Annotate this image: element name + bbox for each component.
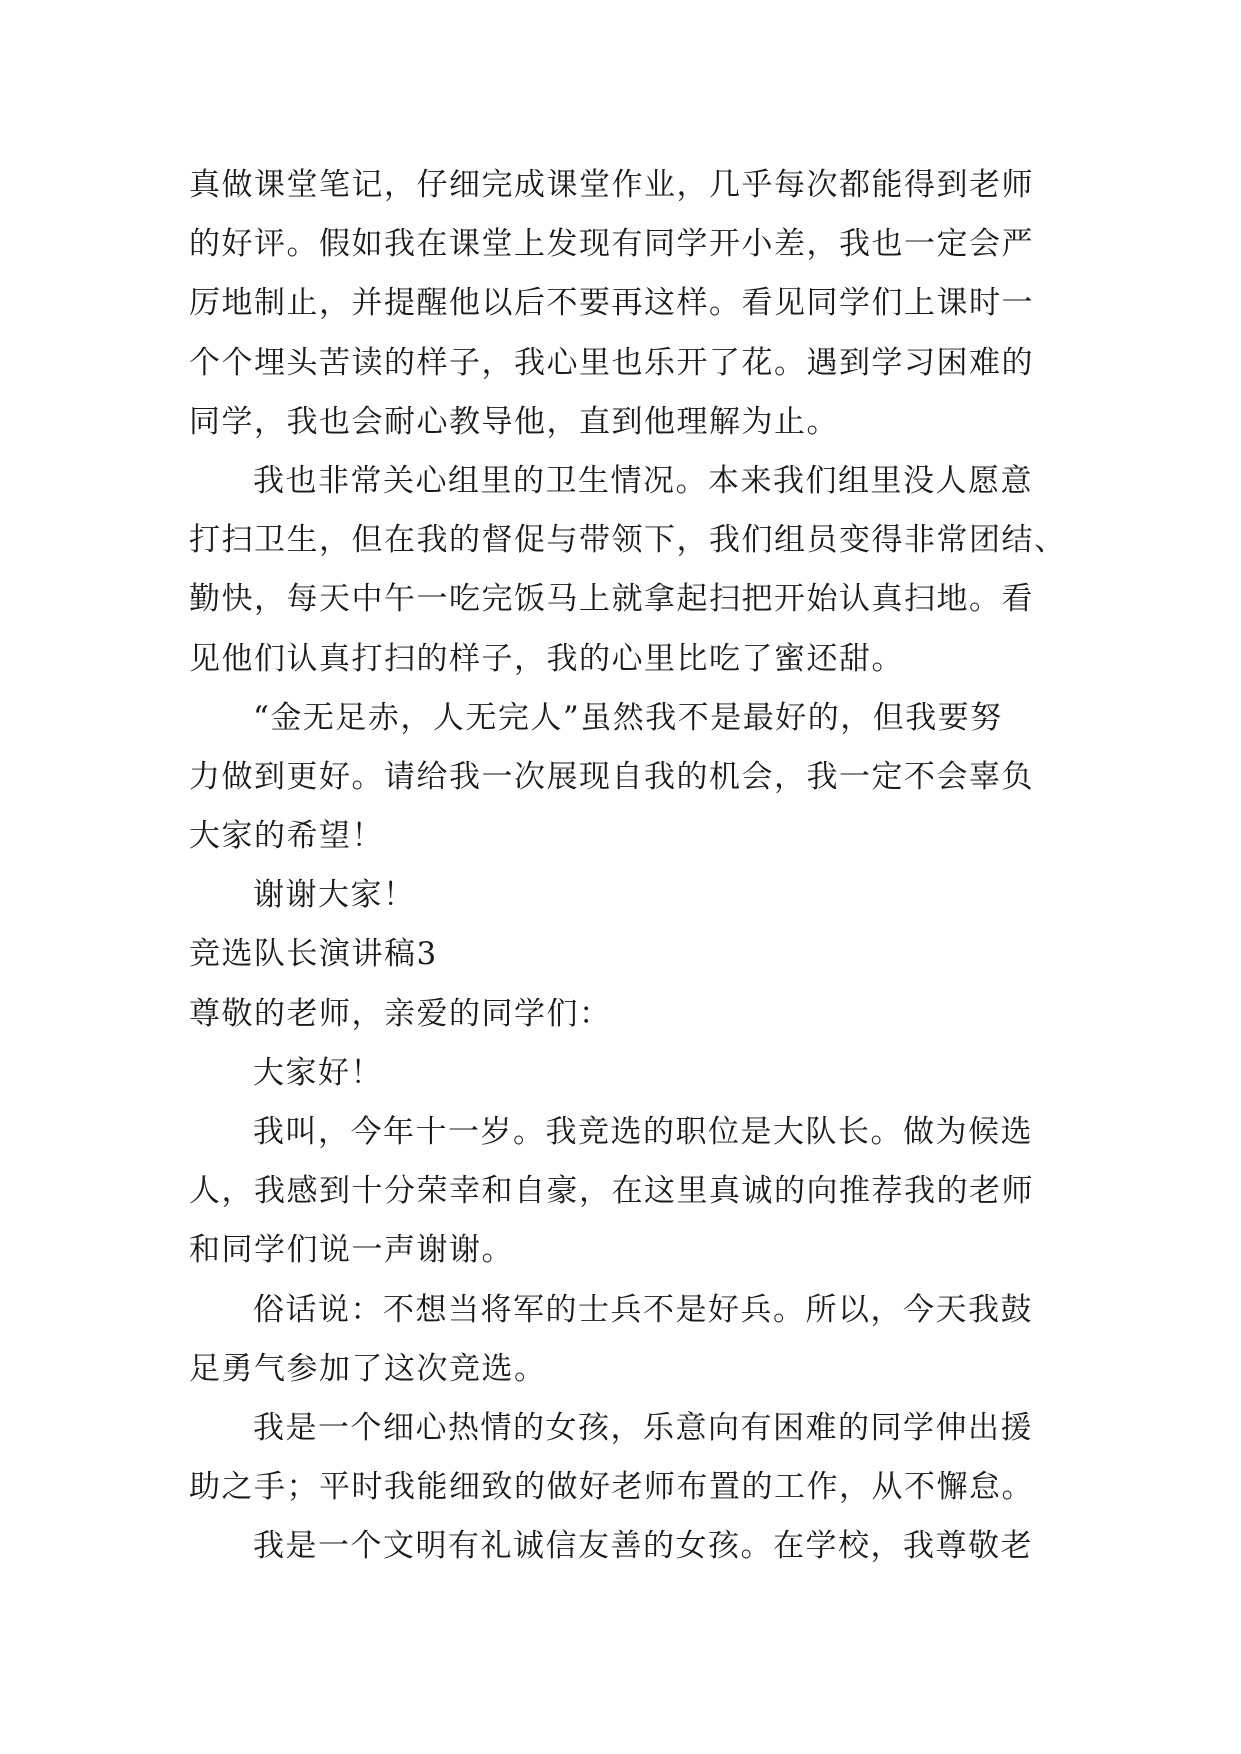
text-line: 人，我感到十分荣幸和自豪，在这里真诚的向推荐我的老师 <box>189 1173 1034 1210</box>
text-line: 和同学们说一声谢谢。 <box>189 1232 514 1269</box>
section-title: 竞选队长演讲稿3 <box>189 936 438 973</box>
text-line: 俗话说：不想当将军的士兵不是好兵。所以，今天我鼓 <box>253 1291 1033 1328</box>
text-line: 个个埋头苦读的样子，我心里也乐开了花。遇到学习困难的 <box>189 344 1034 381</box>
text-line: 厉地制止，并提醒他以后不要再这样。看见同学们上课时一 <box>189 285 1034 322</box>
text-line: 谢谢大家！ <box>253 877 416 914</box>
document-body <box>189 156 1067 1577</box>
text-line: “金无足赤，人无完人”虽然我不是最好的，但我要努 <box>253 699 1003 736</box>
text-line: 我叫，今年十一岁。我竞选的职位是大队长。做为候选 <box>253 1114 1033 1150</box>
salutation: 尊敬的老师，亲爱的同学们： <box>189 995 612 1032</box>
text-line: 真做课堂笔记，仔细完成课堂作业，几乎每次都能得到老师 <box>189 167 1034 203</box>
text-line: 我是一个文明有礼诚信友善的女孩。在学校，我尊敬老 <box>253 1528 1033 1565</box>
text-line: 力做到更好。请给我一次展现自我的机会，我一定不会辜负 <box>189 758 1034 795</box>
text-line: 的好评。假如我在课堂上发现有同学开小差，我也一定会严 <box>189 226 1034 263</box>
text-line: 大家的希望！ <box>189 818 384 855</box>
text-line: 打扫卫生，但在我的督促与带领下，我们组员变得非常团结、 <box>189 522 1067 559</box>
text-line: 助之手；平时我能细致的做好老师布置的工作，从不懈怠。 <box>189 1469 1034 1506</box>
text-line: 见他们认真打扫的样子，我的心里比吃了蜜还甜。 <box>189 640 904 677</box>
greeting: 大家好！ <box>253 1054 383 1091</box>
text-line: 勤快，每天中午一吃完饭马上就拿起扫把开始认真扫地。看 <box>189 581 1034 618</box>
text-line: 同学，我也会耐心教导他，直到他理解为止。 <box>189 403 839 440</box>
text-line: 我是一个细心热情的女孩，乐意向有困难的同学伸出援 <box>253 1409 1033 1446</box>
text-line: 足勇气参加了这次竞选。 <box>189 1350 547 1387</box>
text-line: 我也非常关心组里的卫生情况。本来我们组里没人愿意 <box>253 462 1033 499</box>
